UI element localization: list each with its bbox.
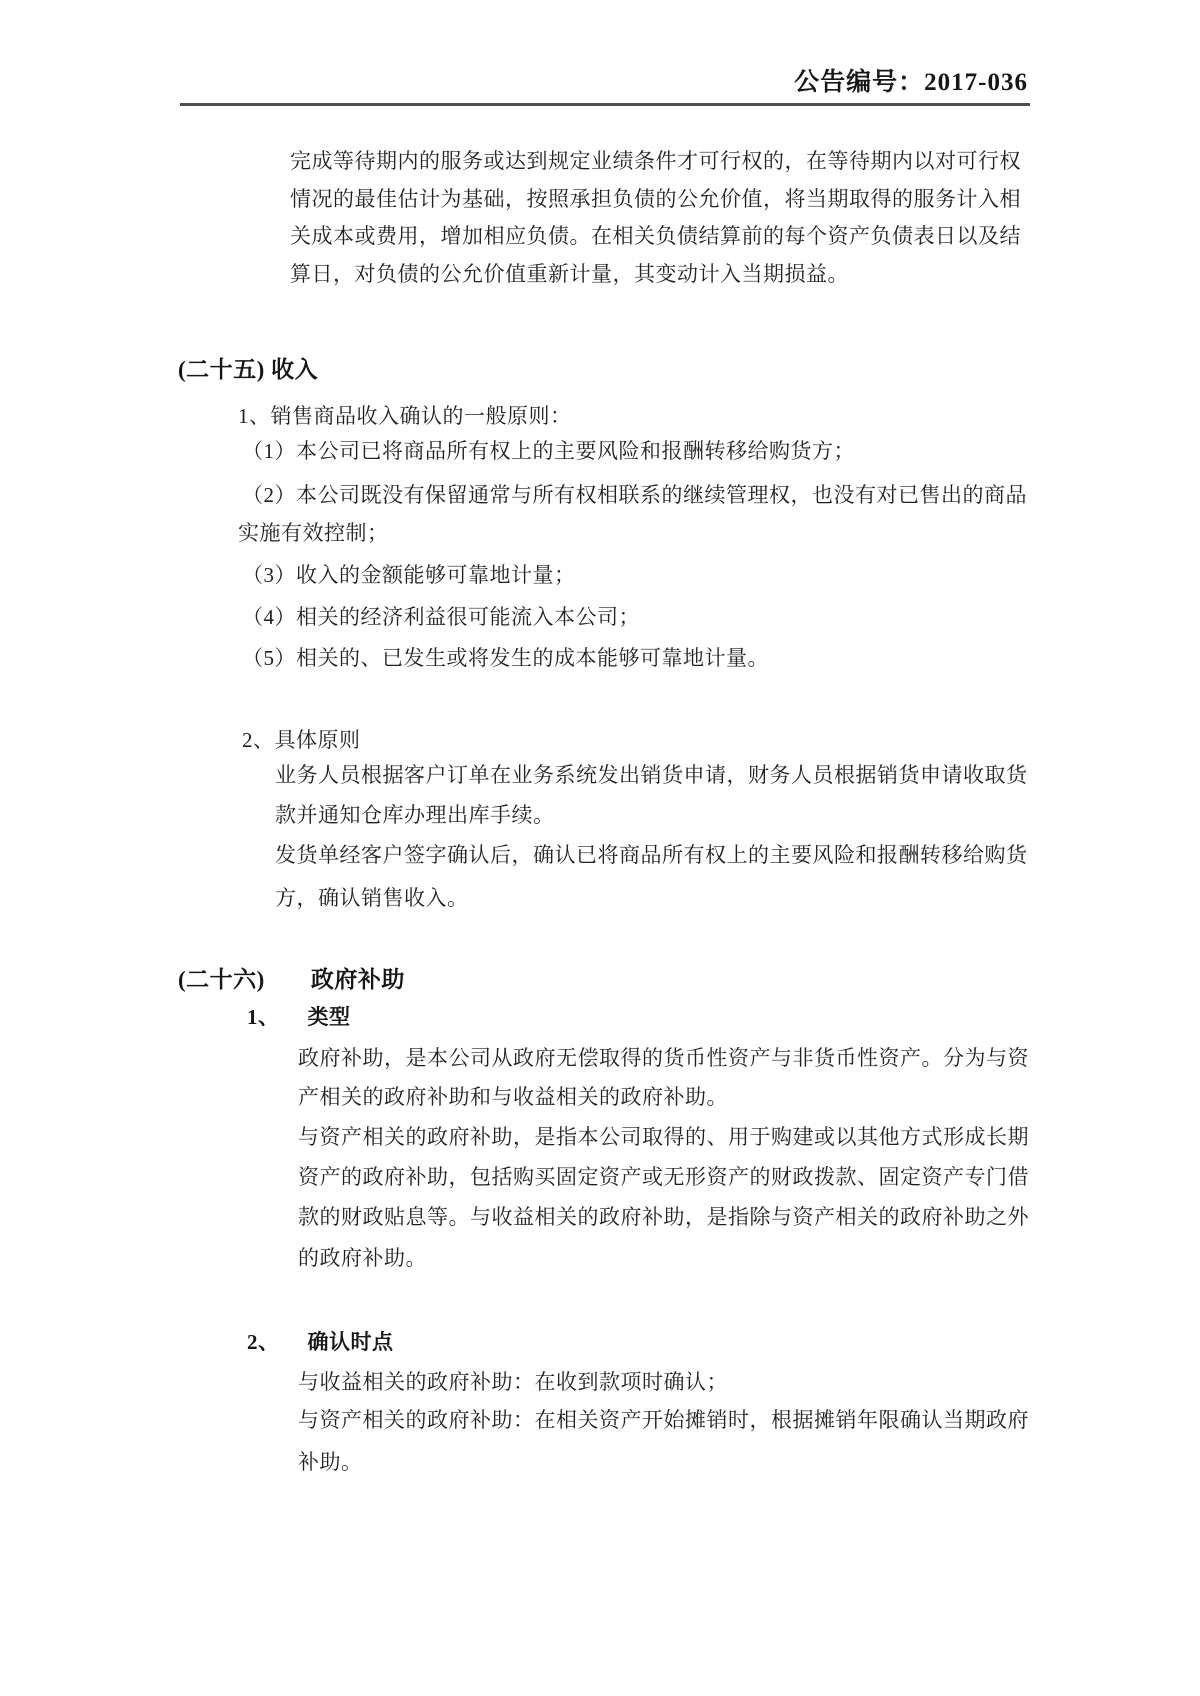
principle-line: （5）相关的、已发生或将发生的成本能够可靠地计量。 [242,646,769,670]
grant-timing-number: 2、 [247,1330,280,1354]
header-doc-number: 公告编号：2017-036 [794,69,1028,96]
principle-line: （3）收入的金额能够可靠地计量； [242,563,576,587]
grant-type-line: 政府补助，是本公司从政府无偿取得的货币性资产与非货币性资产。分为与资 [298,1046,1029,1070]
grant-type-line: 的政府补助。 [298,1246,427,1270]
principle-line: （2）本公司既没有保留通常与所有权相联系的继续管理权，也没有对已售出的商品 [242,483,1027,507]
grant-type-line: 款的财政贴息等。与收益相关的政府补助，是指除与资产相关的政府补助之外 [298,1205,1029,1229]
specific-principles-line: 款并通知仓库办理出库手续。 [275,803,555,827]
intro-paragraph-line: 完成等待期内的服务或达到规定业绩条件才可行权的，在等待期内以对可行权 [290,149,1021,173]
specific-principles-title: 2、具体原则 [242,728,361,752]
specific-principles-line: 方，确认销售收入。 [275,886,469,910]
revenue-general-principles-title: 1、销售商品收入确认的一般原则： [238,404,572,428]
grant-type-title: 类型 [307,1005,351,1029]
grant-timing-heading [247,1329,394,1355]
grant-type-line: 与资产相关的政府补助，是指本公司取得的、用于购建或以其他方式形成长期 [298,1125,1029,1149]
principle-line: 实施有效控制； [238,521,389,545]
section-26-number: (二十六) [178,967,265,992]
intro-paragraph-line: 情况的最佳估计为基础，按照承担负债的公允价值，将当期取得的服务计入相 [290,187,1021,211]
section-26-heading [178,966,405,995]
grant-timing-line: 与资产相关的政府补助：在相关资产开始摊销时，根据摊销年限确认当期政府 [298,1408,1029,1432]
grant-type-line: 资产的政府补助，包括购买固定资产或无形资产的财政拨款、固定资产专门借 [298,1165,1029,1189]
grant-type-heading [247,1004,351,1030]
grant-timing-line: 补助。 [298,1450,363,1474]
specific-principles-line: 发货单经客户签字确认后，确认已将商品所有权上的主要风险和报酬转移给购货 [275,843,1028,867]
grant-timing-title: 确认时点 [307,1330,394,1354]
intro-paragraph-line: 算日，对负债的公允价值重新计量，其变动计入当期损益。 [290,262,849,286]
grant-timing-line: 与收益相关的政府补助：在收到款项时确认； [298,1370,728,1394]
grant-type-line: 产相关的政府补助和与收益相关的政府补助。 [298,1085,728,1109]
principle-line: （4）相关的经济利益很可能流入本公司； [242,605,640,629]
principle-line: （1）本公司已将商品所有权上的主要风险和报酬转移给购货方； [242,439,855,463]
specific-principles-line: 业务人员根据客户订单在业务系统发出销货申请，财务人员根据销货申请收取货 [275,763,1028,787]
grant-type-number: 1、 [247,1005,280,1029]
section-25-heading: (二十五) 收入 [178,357,319,382]
intro-paragraph-line: 关成本或费用，增加相应负债。在相关负债结算前的每个资产负债表日以及结 [290,224,1021,248]
header-rule [180,103,1030,106]
section-26-title: 政府补助 [310,967,405,992]
